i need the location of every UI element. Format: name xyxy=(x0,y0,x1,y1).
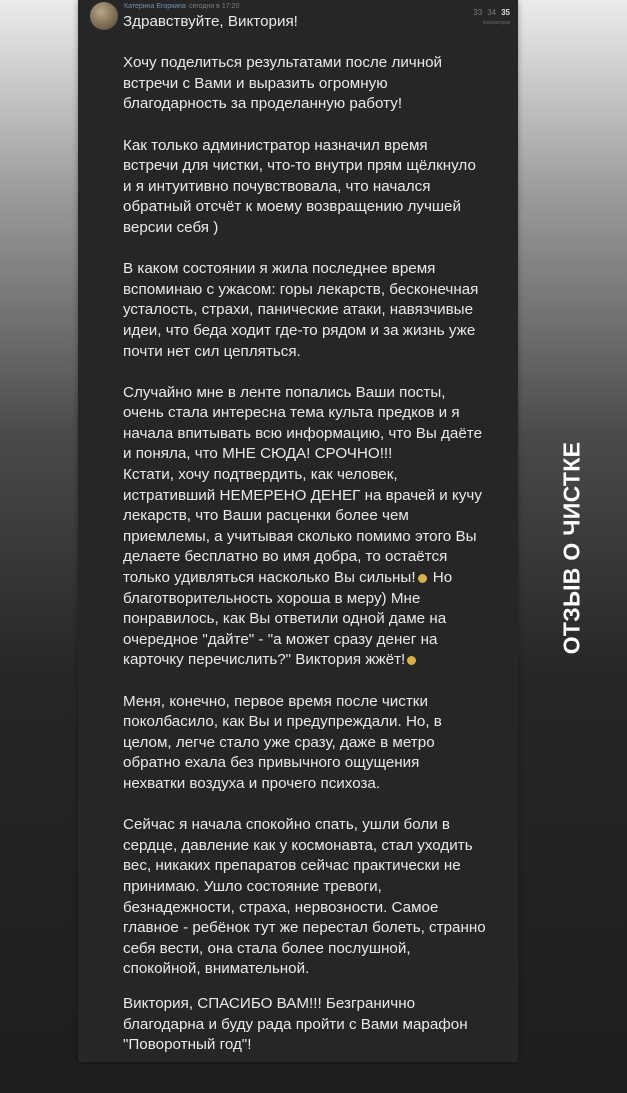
avatar[interactable] xyxy=(90,2,118,30)
post-body xyxy=(123,12,515,1056)
paragraph-5: Меня, конечно, первое время после чистки поколбасило, как Вы и предупреждали. Но, в целом, легче стало уже сразу, даже в метро обратно ехала без привычного ощущения нехватки воздуха и прочего психоза. xyxy=(123,692,442,792)
paragraph-4 xyxy=(123,383,515,671)
smile-emoji-icon xyxy=(407,656,416,665)
greeting: Здравствуйте, Виктория! xyxy=(123,13,298,30)
paragraph-6: Сейчас я начала спокойно спать, ушли боли в сердце, давление как у космонавта, стал уходить вес, никаких препаратов сейчас практически не принимаю. Ушло состояние тревоги, безнадежности, страха, нервозности. Самое главное - ребёнок тут же перестал болеть, странно себя вести, она стала более послушной, спокойной, внимательной. xyxy=(123,816,486,978)
count-2: 34 xyxy=(487,8,497,17)
author-name[interactable]: Катерина Егоркина xyxy=(124,3,186,10)
post-meta xyxy=(124,3,239,10)
side-label: ОТЗЫВ О ЧИСТКЕ xyxy=(558,441,585,655)
paragraph-1: Хочу поделиться результатами после личной встречи с Вами и выразить огромную благодарность за проделанную работу! xyxy=(123,54,443,113)
review-card xyxy=(78,0,518,1062)
paragraph-7: Виктория, СПАСИБО ВАМ!!! Безгранично благодарна и буду рада пройти с Вами марафон "Поворотный год"! xyxy=(123,994,468,1054)
count-1: 33 xyxy=(473,8,483,17)
count-3: 35 xyxy=(501,8,510,17)
post-timestamp: сегодня в 17:20 xyxy=(188,3,240,10)
paragraph-4-text: Случайно мне в ленте попались Ваши посты, очень стала интересна тема культа предков и я начала впитывать всю информацию, что Вы даёте и поняла, что МНЕ СЮДА! СРОЧНО!!! Кстати, хочу подтвердить, как человек, истративший НЕМЕРЕНО ДЕНЕГ на врачей и кучу лекарств, что Ваши расценки более чем приемлемы, а учитывая сколько помимо этого Вы делаете бесплатно во имя добра, то остаётся только удивляться насколько Вы сильны! xyxy=(123,383,483,587)
muscle-emoji-icon xyxy=(418,574,427,583)
counts-caption: просмотров xyxy=(482,20,510,26)
paragraph-3: В каком состоянии я жила последнее время вспоминаю с ужасом: горы лекарств, бесконечная усталость, страхи, панические атаки, навязчивые идеи, что беда ходит где-то рядом и за жизнь уже почти нет сил цепляться. xyxy=(123,260,479,360)
paragraph-4-cont: Но благотворительность хороша в меру) Мне понравилось, как Вы ответили одной даме на очередное "дайте" - "а может сразу денег на карточку перечислить?" Виктория жжёт! xyxy=(123,569,453,669)
paragraph-2: Как только администратор назначил время встречи для чистки, что-то внутри прям щёлкнуло и я интуитивно почувствовала, что начался обратный отсчёт к моему возвращению лучшей версии себя ) xyxy=(123,136,476,236)
